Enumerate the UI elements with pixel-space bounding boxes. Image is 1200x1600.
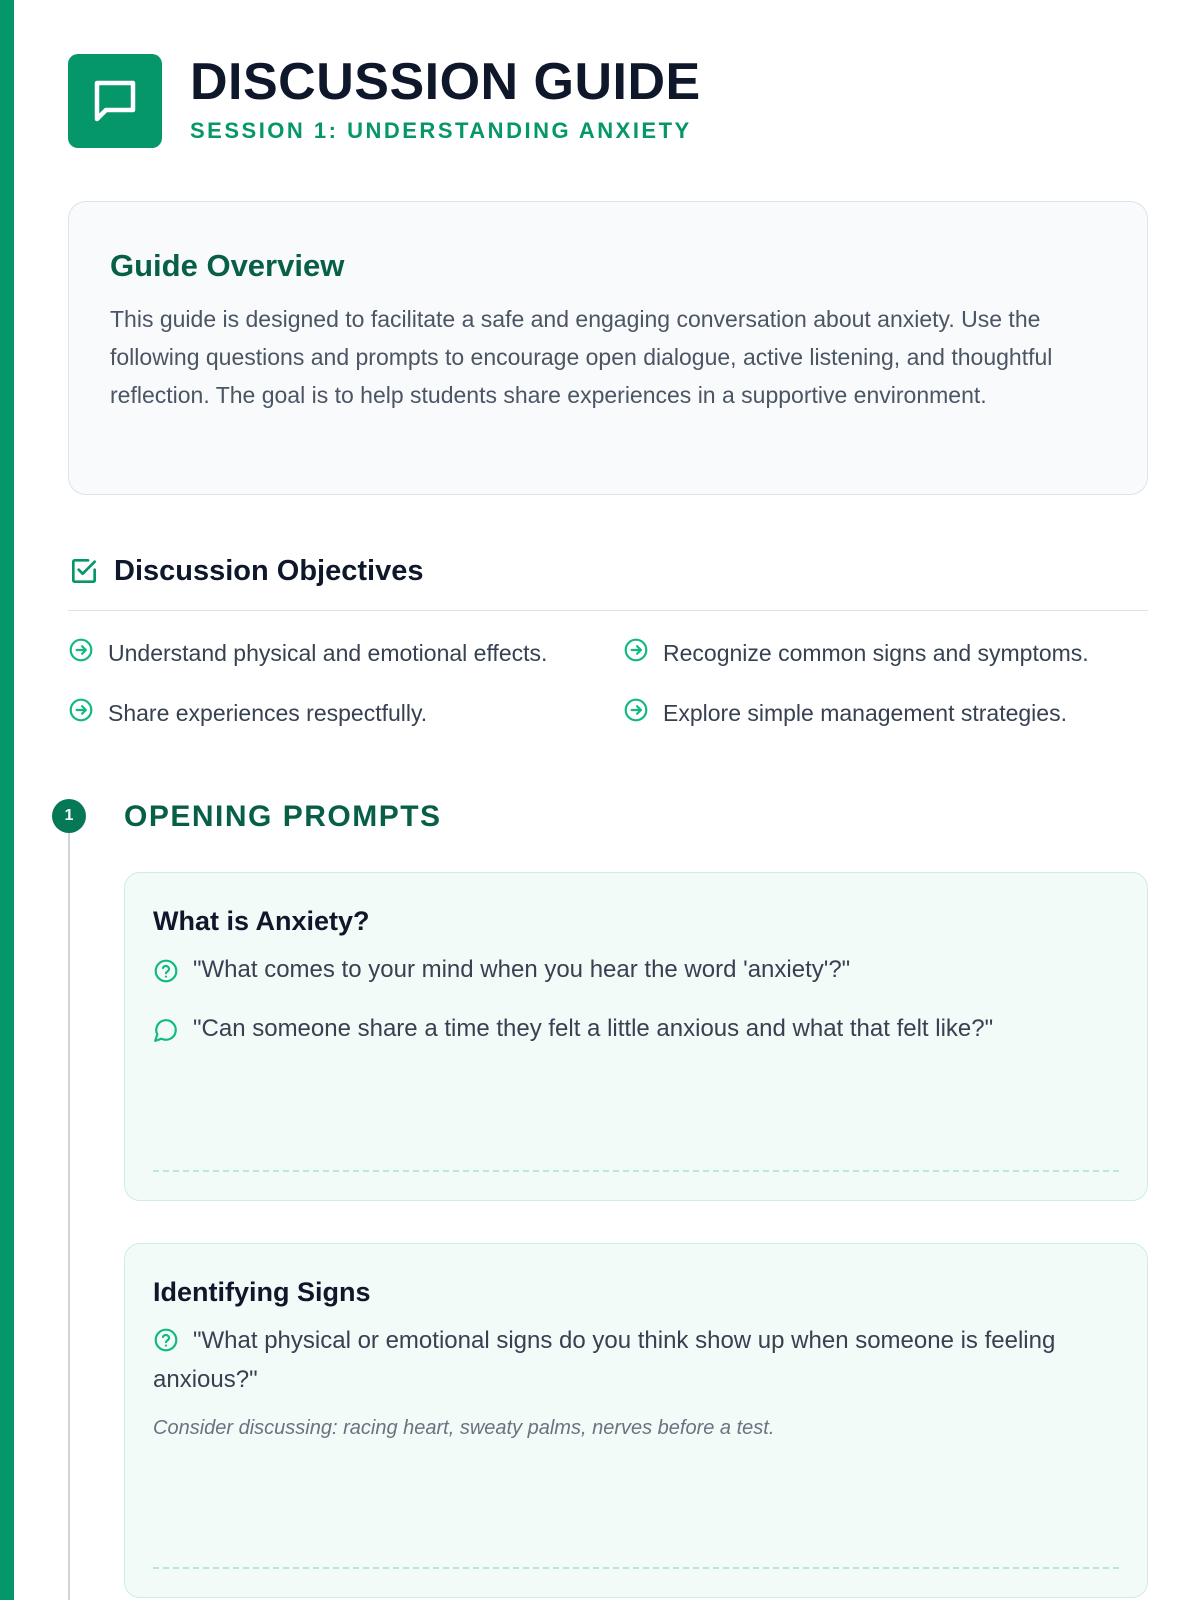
- question-circle-icon: [153, 958, 179, 994]
- arrow-circle-icon: [68, 637, 94, 669]
- objective-item: [623, 696, 1067, 730]
- prompt-text: "Can someone share a time they felt a little anxious and what that felt like?": [193, 1015, 994, 1042]
- timeline-line: [68, 832, 70, 1600]
- notes-divider: [153, 1567, 1119, 1569]
- checkbox-icon: [68, 555, 100, 592]
- objective-text: Share experiences respectfully.: [108, 699, 428, 726]
- objective-text: Explore simple management strategies.: [663, 699, 1067, 726]
- arrow-circle-icon: [68, 697, 94, 729]
- objective-item: [68, 636, 547, 670]
- objectives-heading: Discussion Objectives: [114, 555, 424, 587]
- section-title: OPENING PROMPTS: [124, 800, 442, 833]
- prompt-item: [153, 1324, 1119, 1397]
- overview-heading: Guide Overview: [110, 248, 345, 283]
- prompt-card: [124, 872, 1148, 1201]
- notes-divider: [153, 1170, 1119, 1172]
- arrow-circle-icon: [623, 697, 649, 729]
- prompt-item: [153, 1012, 1119, 1053]
- card-title: What is Anxiety?: [153, 906, 370, 936]
- title-block: [190, 53, 701, 144]
- step-number-badge: 1: [52, 799, 86, 833]
- page-subtitle: SESSION 1: UNDERSTANDING ANXIETY: [190, 118, 692, 143]
- arrow-circle-icon: [623, 637, 649, 669]
- overview-body: This guide is designed to facilitate a safe and engaging conversation about anxiety. Use the following questions and prompts to encourage open dialogue, active listening, and thoughtful reflection. The goal is to help students share experiences in a supportive environment.: [110, 306, 1053, 408]
- objective-text: Recognize common signs and symptoms.: [663, 639, 1089, 666]
- document-header: [68, 54, 701, 148]
- speech-bubble-icon: [153, 1017, 179, 1053]
- guide-overview-card: [68, 201, 1148, 495]
- objectives-header: [68, 552, 1148, 611]
- objective-item: [623, 636, 1089, 670]
- prompt-card: [124, 1243, 1148, 1598]
- question-circle-icon: [153, 1327, 179, 1363]
- prompt-item: [153, 953, 1119, 994]
- discussion-note: Consider discussing: racing heart, sweaty palms, nerves before a test.: [153, 1417, 775, 1439]
- prompt-text: "What physical or emotional signs do you think show up when someone is feeling anxious?": [153, 1327, 1056, 1393]
- objective-text: Understand physical and emotional effects.: [108, 639, 548, 666]
- left-accent-bar: [0, 0, 14, 1600]
- page-title: DISCUSSION GUIDE: [190, 53, 701, 111]
- chat-bubble-icon: [68, 54, 162, 148]
- card-title: Identifying Signs: [153, 1277, 371, 1307]
- objective-item: [68, 696, 427, 730]
- prompt-text: "What comes to your mind when you hear the word 'anxiety'?": [193, 956, 851, 983]
